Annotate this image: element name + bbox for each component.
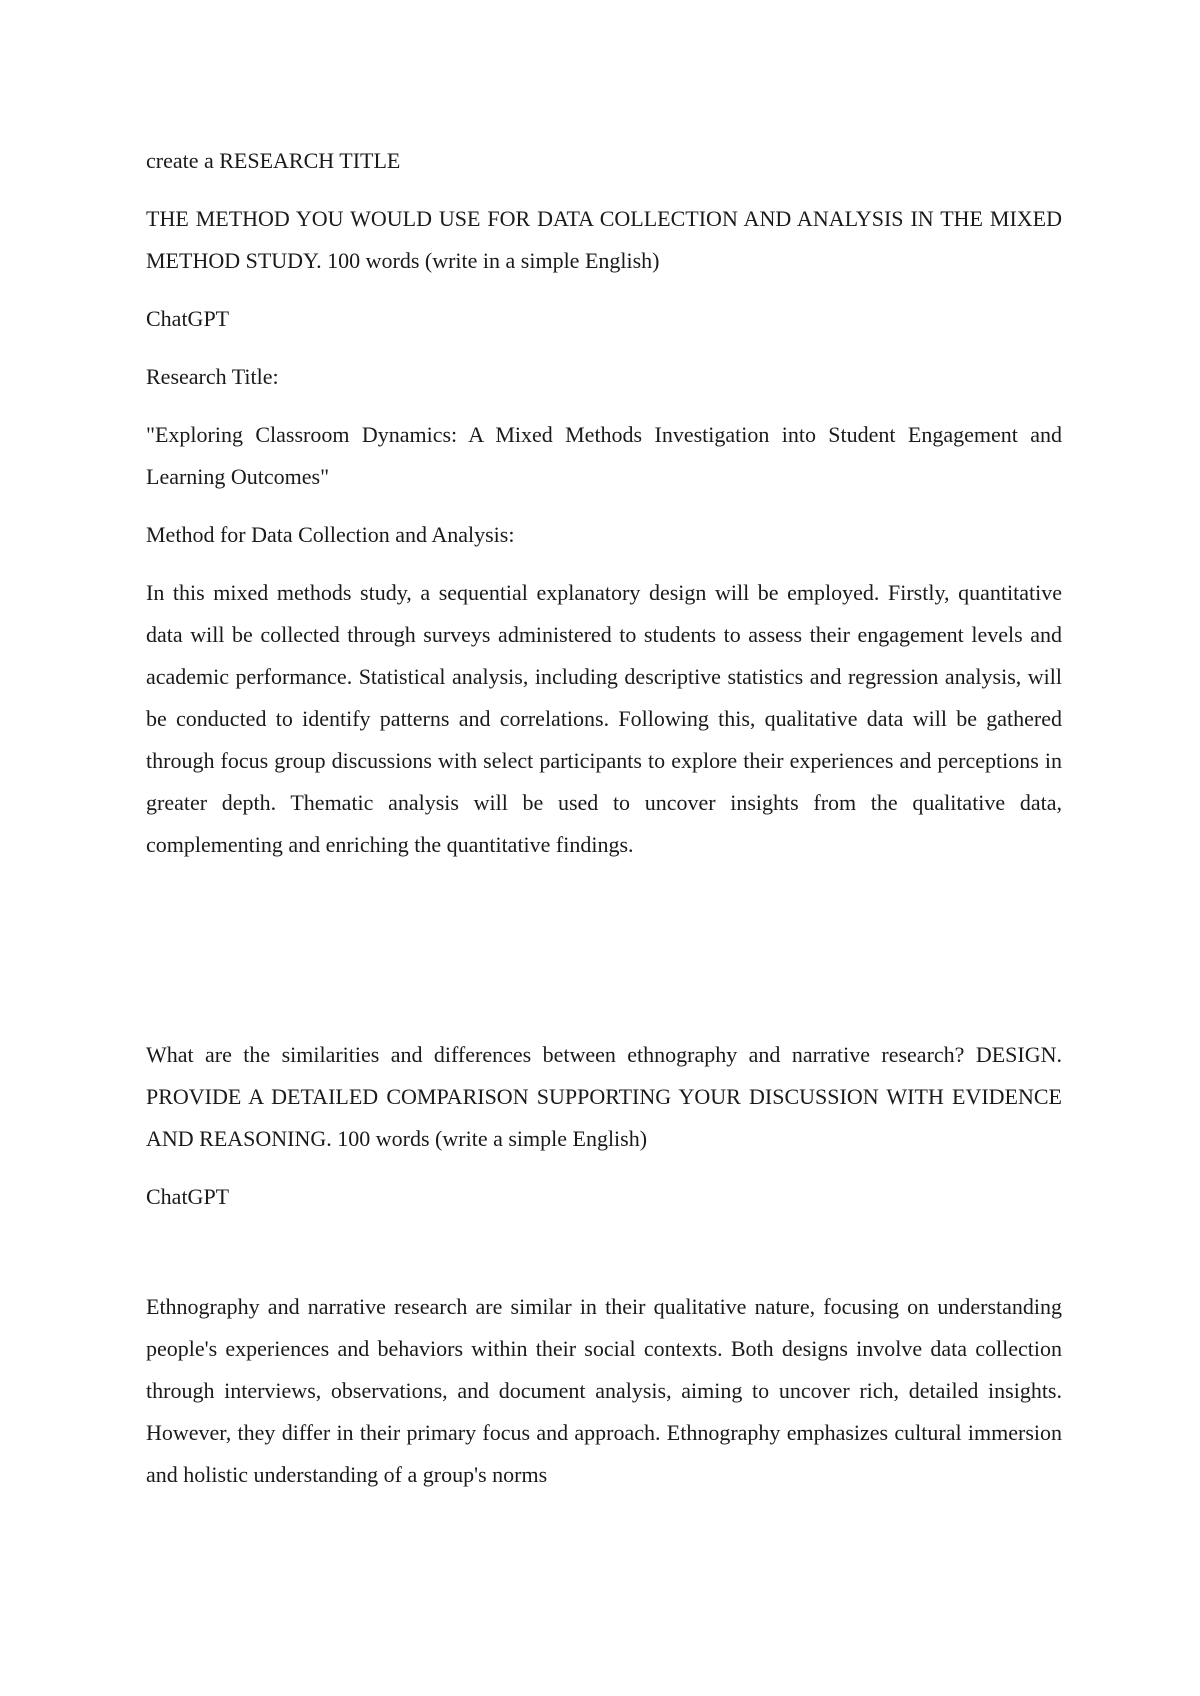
method-label: Method for Data Collection and Analysis: bbox=[146, 522, 515, 547]
prompt-text-2: What are the similarities and differences between ethnography and narrative research? DESIGN. PROVIDE A DETAILED COMPARISON SUPPORTING YOUR DISCUSSION WITH EVIDENCE AND REASONING. 100 words (write a simple English) bbox=[146, 1042, 1062, 1151]
prompt-heading-1: create a RESEARCH TITLE bbox=[146, 148, 401, 173]
response-label-1: ChatGPT bbox=[146, 306, 230, 331]
method-paragraph: In this mixed methods study, a sequential explanatory design will be employed. Firstly, quantitative data will be collected through surveys administered to students to assess their engagement levels and academic performance. Statistical analysis, including descriptive statistics and regression analysis, will be conducted to identify patterns and correlations. Following this, qualitative data will be gathered through focus group discussions with select participants to explore their experiences and perceptions in greater depth. Thematic analysis will be used to uncover insights from the qualitative data, complementing and enriching the quantitative findings. bbox=[146, 580, 1062, 857]
response-label-2: ChatGPT bbox=[146, 1184, 230, 1209]
prompt-text-1: THE METHOD YOU WOULD USE FOR DATA COLLECTION AND ANALYSIS IN THE MIXED METHOD STUDY. 100 words (write in a simple English) bbox=[146, 206, 1062, 273]
document-page bbox=[146, 140, 1062, 1512]
research-title: "Exploring Classroom Dynamics: A Mixed Methods Investigation into Student Engagement and Learning Outcomes" bbox=[146, 422, 1062, 489]
spacer bbox=[146, 1234, 1062, 1286]
research-title-label: Research Title: bbox=[146, 364, 279, 389]
comparison-paragraph: Ethnography and narrative research are similar in their qualitative nature, focusing on understanding people's experiences and behaviors within their social contexts. Both designs involve data collection through interviews, observations, and document analysis, aiming to uncover rich, detailed insights. However, they differ in their primary focus and approach. Ethnography emphasizes cultural immersion and holistic understanding of a group's norms bbox=[146, 1294, 1062, 1487]
spacer bbox=[146, 882, 1062, 1034]
